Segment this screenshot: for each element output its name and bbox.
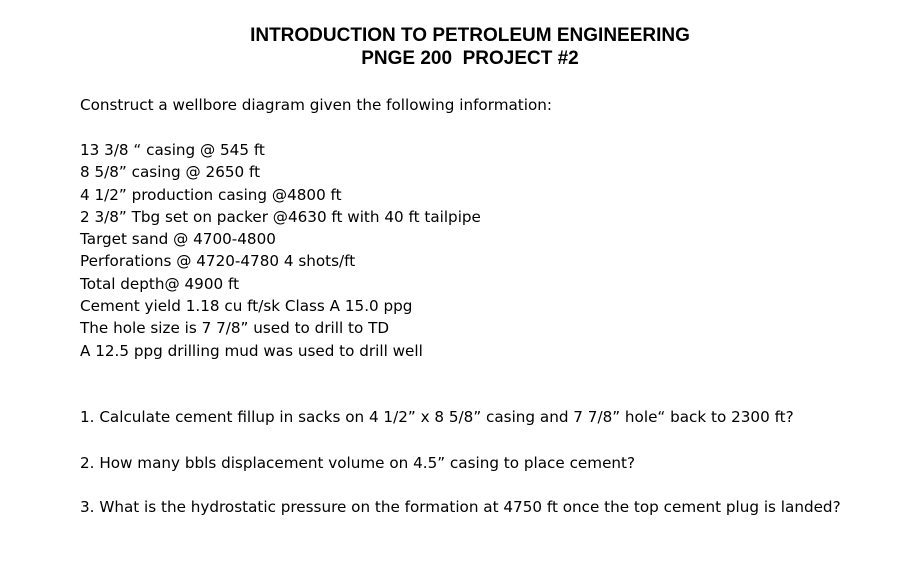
spec-item: Total depth@ 4900 ft [80, 274, 240, 293]
spec-item: 13 3/8 “ casing @ 545 ft [80, 141, 265, 159]
spec-item: A 12.5 ppg drilling mud was used to drill well [80, 341, 423, 360]
spec-item: Target sand @ 4700-4800 [80, 230, 276, 249]
spec-item: 8 5/8” casing @ 2650 ft [80, 163, 261, 182]
course-title: INTRODUCTION TO PETROLEUM ENGINEERING [250, 25, 690, 46]
spec-item: Cement yield 1.18 cu ft/sk Class A 15.0 ppg [80, 297, 413, 316]
spec-item: Perforations @ 4720-4780 4 shots/ft [80, 252, 356, 271]
question-3: 3. What is the hydrostatic pressure on the formation at 4750 ft once the top cement plug is landed? [80, 498, 841, 516]
well-spec-list [80, 139, 481, 362]
question-2: 2. How many bbls displacement volume on 4.5” casing to place cement? [80, 454, 636, 472]
intro-text: Construct a wellbore diagram given the following information: [80, 96, 552, 114]
project-title: PNGE 200 PROJECT #2 [361, 48, 579, 69]
spec-item: 4 1/2” production casing @4800 ft [80, 185, 342, 204]
question-1: 1. Calculate cement fillup in sacks on 4 1/2” x 8 5/8” casing and 7 7/8” hole“ back to 2300 ft? [80, 408, 794, 426]
spec-item: The hole size is 7 7/8” used to drill to TD [80, 319, 390, 338]
spec-item: 2 3/8” Tbg set on packer @4630 ft with 40 ft tailpipe [80, 207, 481, 226]
document-header [0, 24, 919, 70]
